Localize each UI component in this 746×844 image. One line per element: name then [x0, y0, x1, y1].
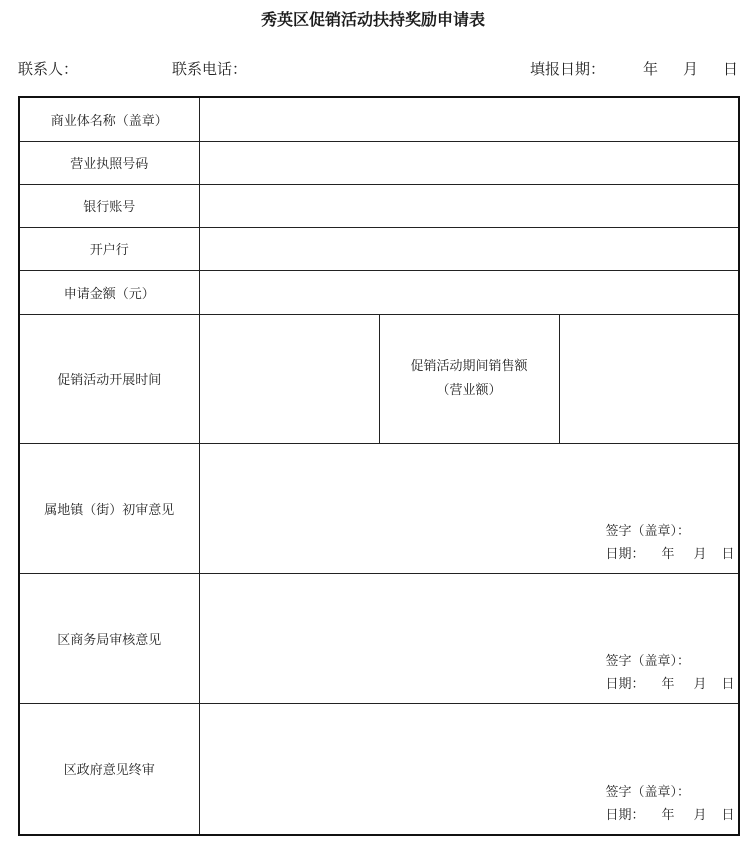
town-signature-label: 签字（盖章）：: [605, 523, 691, 539]
town-date-label: 日期：: [605, 546, 645, 562]
row-commerce-review: [19, 573, 739, 703]
commerce-date-label: 日期：: [605, 676, 645, 692]
promo-time-field[interactable]: [199, 314, 379, 443]
town-date-month: 月: [693, 546, 707, 562]
license-no-field[interactable]: [199, 141, 739, 184]
sales-label: [379, 314, 559, 443]
bank-field[interactable]: [199, 227, 739, 270]
page-title: 秀英区促销活动扶持奖励申请表: [260, 10, 485, 29]
promo-time-label: 促销活动开展时间: [19, 314, 199, 443]
license-no-label: 营业执照号码: [19, 141, 199, 184]
commerce-date-year: 年: [661, 676, 675, 692]
business-name-field[interactable]: [199, 97, 739, 141]
row-amount: [19, 270, 739, 314]
row-license-no: [19, 141, 739, 184]
fill-date-month: 月: [683, 60, 699, 78]
sales-field[interactable]: [559, 314, 739, 443]
row-promo: [19, 314, 739, 443]
bank-account-field[interactable]: [199, 184, 739, 227]
row-town-review: [19, 443, 739, 573]
gov-date-year: 年: [661, 808, 675, 823]
commerce-signature-label: 签字（盖章）：: [605, 653, 691, 669]
commerce-review-label: 区商务局审核意见: [19, 573, 199, 703]
row-gov-final: [19, 703, 739, 835]
gov-date-month: 月: [693, 808, 707, 823]
gov-signature-label: 签字（盖章）：: [605, 785, 691, 800]
contact-label: 联系人：: [18, 60, 79, 78]
gov-final-field[interactable]: [199, 703, 739, 835]
fill-date-day: 日: [723, 60, 739, 78]
town-review-field[interactable]: [199, 443, 739, 573]
town-review-label: 属地镇（街）初审意见: [19, 443, 199, 573]
town-date-year: 年: [661, 546, 675, 562]
commerce-review-field[interactable]: [199, 573, 739, 703]
commerce-date-month: 月: [693, 676, 707, 692]
gov-date-label: 日期：: [605, 808, 645, 823]
bank-label: 开户行: [19, 227, 199, 270]
sales-label-line2: （营业额）: [436, 382, 502, 398]
row-bank: [19, 227, 739, 270]
commerce-date-day: 日: [721, 676, 735, 692]
fill-date-label: 填报日期：: [530, 60, 606, 78]
sales-label-line1: 促销活动期间销售额: [410, 358, 528, 374]
row-business-name: [19, 97, 739, 141]
application-form-table: [18, 96, 740, 836]
bank-account-label: 银行账号: [19, 184, 199, 227]
amount-label: 申请金额（元）: [19, 270, 199, 314]
phone-label: 联系电话：: [172, 60, 248, 78]
business-name-label: 商业体名称（盖章）: [19, 97, 199, 141]
amount-field[interactable]: [199, 270, 739, 314]
town-date-day: 日: [721, 546, 735, 562]
row-bank-account: [19, 184, 739, 227]
fill-date-year: 年: [643, 60, 659, 78]
gov-date-day: 日: [721, 808, 735, 823]
gov-final-label: 区政府意见终审: [19, 703, 199, 835]
